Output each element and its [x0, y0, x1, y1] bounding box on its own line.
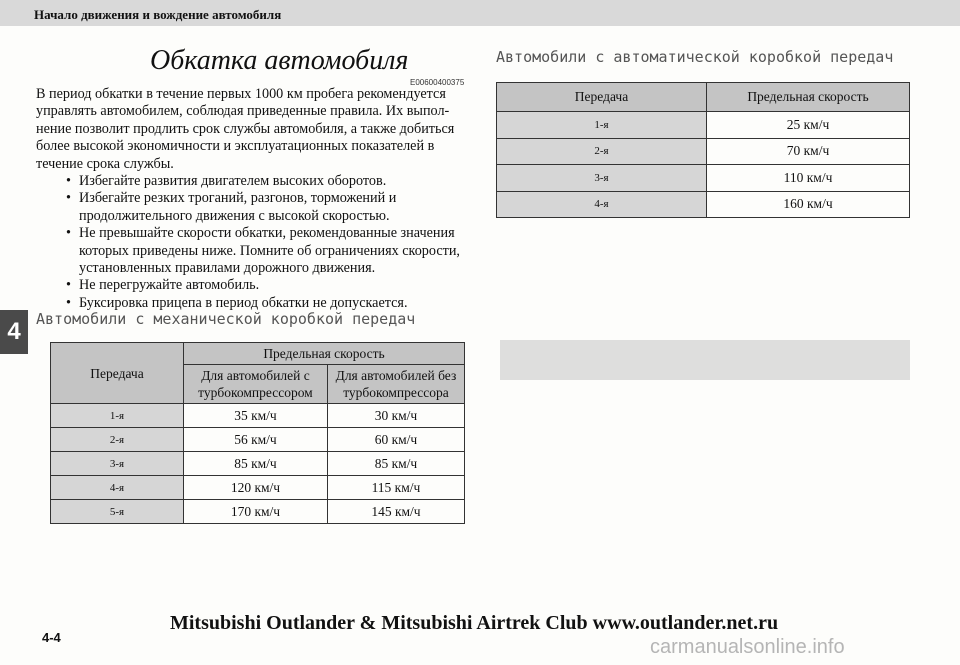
- manual-heading: Автомобили с механической коробкой передач: [36, 310, 416, 328]
- page-title: Обкатка автомобиля: [150, 45, 409, 76]
- intro-block: [36, 86, 476, 312]
- table-row: 3-я 110 км/ч: [497, 165, 910, 192]
- table-row: 4-я 160 км/ч: [497, 191, 910, 218]
- table-row: 5-я 170 км/ч 145 км/ч: [51, 500, 465, 524]
- bullet-icon: •: [66, 225, 71, 242]
- list-item: • Не превышайте скорости обкатки, рекомендованные значения которых приведены ниже. Помните об ограничениях скорости, установленных правилами дорожного движения.: [66, 225, 460, 277]
- manual-col-gear: Передача: [51, 343, 184, 404]
- list-item: • Не перегружайте автомобиль.: [66, 277, 260, 294]
- section-tab: 4: [0, 310, 28, 354]
- manual-col-noturbo: Для автомобилей без турбокомпрессора: [327, 365, 464, 404]
- document-code: E00600400375: [410, 78, 465, 87]
- page-number: 4-4: [42, 630, 61, 645]
- table-row: 1-я 25 км/ч: [497, 112, 910, 139]
- intro-paragraph: В период обкатки в течение первых 1000 км пробега рекомендуется управлять автомобилем, соблюдая приведенные правила. Их выпол-нение позволит продлить срок службы автомобиля, а также добиться более высокой экономичности и эксплуатационных показателей в течение срока службы.: [36, 86, 455, 172]
- faded-warning-box: [500, 340, 910, 380]
- table-row: 1-я 35 км/ч 30 км/ч: [51, 404, 465, 428]
- manual-speed-table: [50, 342, 465, 524]
- bullet-icon: •: [66, 277, 71, 294]
- header-title: Начало движения и вождение автомобиля: [34, 7, 282, 22]
- table-row: 3-я 85 км/ч 85 км/ч: [51, 452, 465, 476]
- auto-col-speed: Предельная скорость: [707, 83, 910, 112]
- footer-club-text: Mitsubishi Outlander & Mitsubishi Airtrek Club www.outlander.net.ru: [170, 612, 779, 634]
- manual-col-turbo: Для автомобилей с турбокомпрессором: [184, 365, 328, 404]
- table-row: 2-я 70 км/ч: [497, 138, 910, 165]
- page-header: [0, 0, 960, 26]
- bullet-icon: •: [66, 190, 71, 207]
- manual-col-speed: Предельная скорость: [184, 343, 465, 365]
- table-row: 2-я 56 км/ч 60 км/ч: [51, 428, 465, 452]
- list-item: • Избегайте развития двигателем высоких оборотов.: [66, 173, 387, 190]
- watermark: carmanualsonline.info: [650, 636, 845, 658]
- bullet-list: [36, 173, 476, 312]
- bullet-icon: •: [66, 173, 71, 190]
- auto-heading: Автомобили с автоматической коробкой передач: [496, 48, 894, 66]
- list-item: • Избегайте резких троганий, разгонов, торможений и продолжительного движения с высокой скоростью.: [66, 190, 397, 224]
- auto-col-gear: Передача: [497, 83, 707, 112]
- auto-speed-table: [496, 82, 910, 218]
- table-row: 4-я 120 км/ч 115 км/ч: [51, 476, 465, 500]
- bullet-icon: •: [66, 294, 71, 311]
- list-item: • Буксировка прицепа в период обкатки не допускается.: [66, 294, 408, 311]
